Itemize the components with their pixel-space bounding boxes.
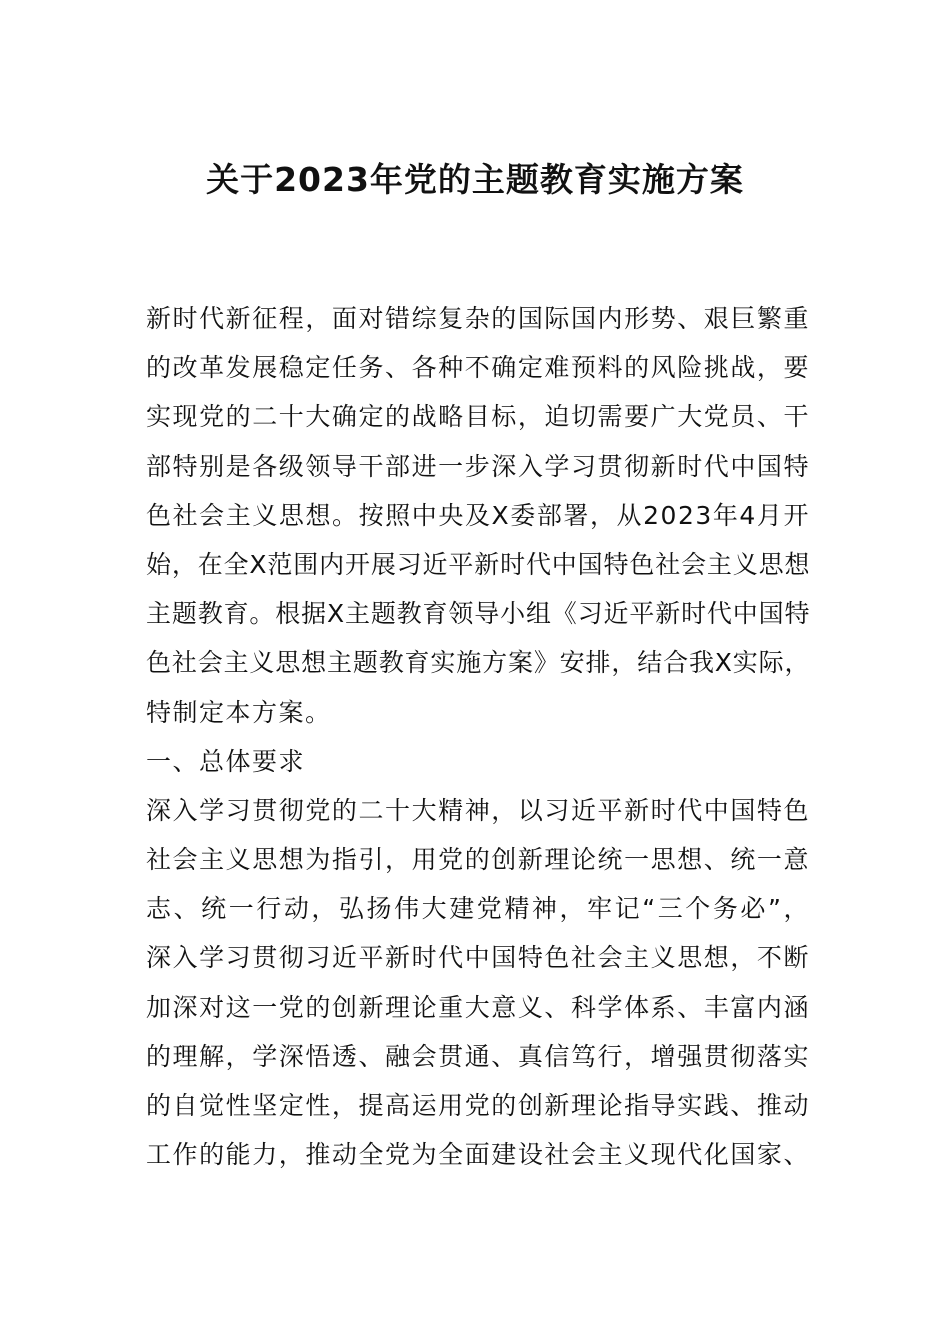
body-line: 始，在全X范围内开展习近平新时代中国特色社会主义思想 (146, 549, 810, 579)
body-line: 色社会主义思想。按照中央及X委部署，从2023年4月开 (146, 500, 810, 530)
body-line: 特制定本方案。 (146, 697, 332, 727)
body-line: 深入学习贯彻习近平新时代中国特色社会主义思想，不断 (146, 943, 810, 973)
body-line: 社会主义思想为指引，用党的创新理论统一思想、统一意 (146, 845, 810, 875)
document-body (146, 294, 810, 1179)
section-heading: 一、总体要求 (146, 746, 306, 776)
body-line: 部特别是各级领导干部进一步深入学习贯彻新时代中国特 (146, 451, 810, 481)
body-line: 志、统一行动，弘扬伟大建党精神，牢记“三个务必”， (146, 894, 810, 924)
body-line: 的自觉性坚定性，提高运用党的创新理论指导实践、推动 (146, 1091, 810, 1120)
body-line: 实现党的二十大确定的战略目标，迫切需要广大党员、干 (146, 402, 810, 432)
body-line: 色社会主义思想主题教育实施方案》安排，结合我X实际， (146, 648, 810, 678)
body-line: 的改革发展稳定任务、各种不确定难预料的风险挑战，要 (146, 353, 810, 383)
body-line: 的理解，学深悟透、融会贯通、真信笃行，增强贯彻落实 (146, 1041, 810, 1071)
body-line: 工作的能力，推动全党为全面建设社会主义现代化国家、 (146, 1140, 810, 1170)
body-line: 深入学习贯彻党的二十大精神，以习近平新时代中国特色 (146, 795, 810, 825)
body-line: 加深对这一党的创新理论重大意义、科学体系、丰富内涵 (146, 992, 810, 1022)
body-line: 新时代新征程，面对错综复杂的国际国内形势、艰巨繁重 (146, 304, 810, 333)
body-line: 主题教育。根据X主题教育领导小组《习近平新时代中国特 (146, 599, 810, 629)
document-title: 关于2023年党的主题教育实施方案 (206, 160, 744, 199)
